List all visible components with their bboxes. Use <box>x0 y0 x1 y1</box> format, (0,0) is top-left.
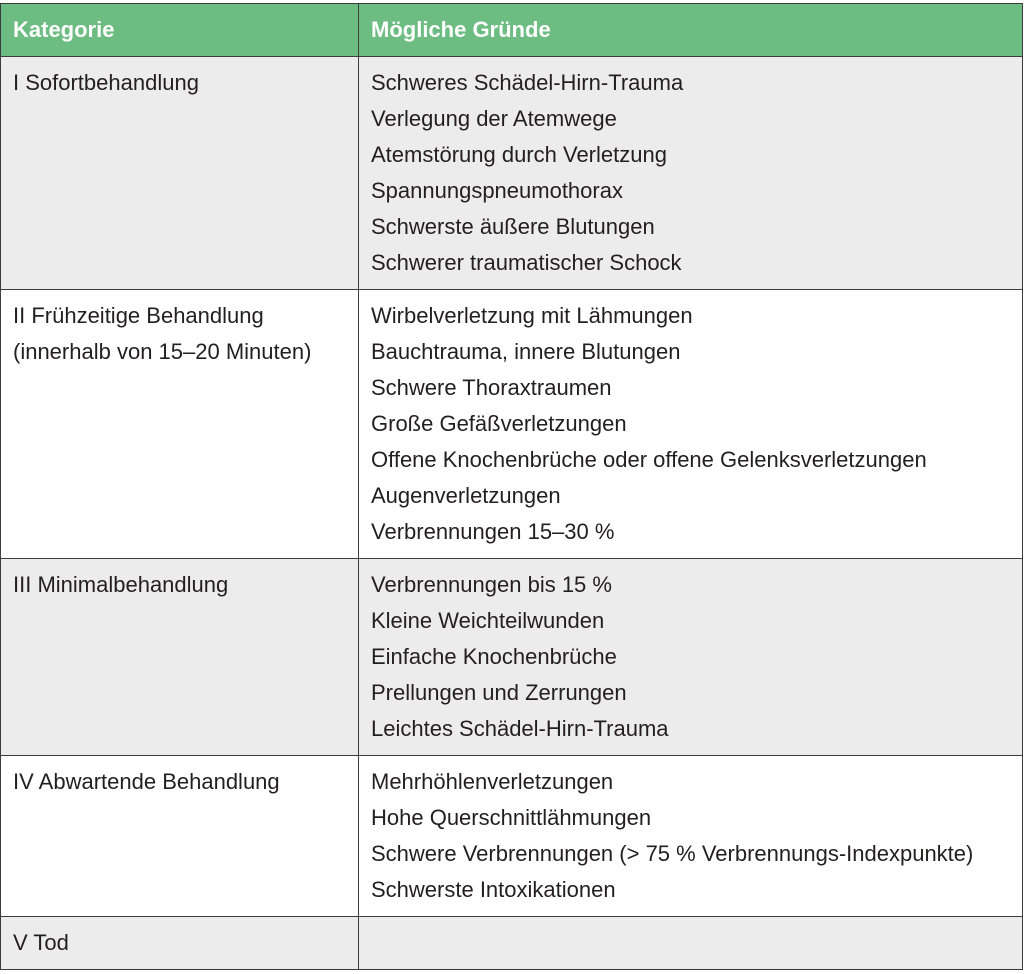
reason-item: Offene Knochenbrüche oder offene Gelenksverletzungen <box>371 447 927 472</box>
table-row <box>1 917 1023 970</box>
category-label: III Minimalbehandlung <box>13 572 229 597</box>
category-label: II Frühzeitige Behandlung <box>13 303 264 328</box>
reason-item: Spannungspneumothorax <box>371 178 623 203</box>
category-label: I Sofortbehandlung <box>13 70 199 95</box>
header-category: Kategorie <box>1 4 359 57</box>
reasons-cell <box>359 559 1023 756</box>
reason-item: Schwerste Intoxikationen <box>371 877 616 902</box>
table-row <box>1 559 1023 756</box>
table-row <box>1 756 1023 917</box>
category-sublabel: (innerhalb von 15–20 Minuten) <box>13 339 312 364</box>
header-reasons: Mögliche Gründe <box>359 4 1023 57</box>
reason-item: Kleine Weichteilwunden <box>371 608 605 633</box>
category-cell <box>1 57 359 290</box>
category-label: IV Abwartende Behandlung <box>13 769 280 794</box>
table-row <box>1 57 1023 290</box>
triage-table-container <box>0 3 1022 970</box>
empty-reason <box>371 925 1010 961</box>
category-cell <box>1 917 359 970</box>
reason-item: Schwerste äußere Blutungen <box>371 214 655 239</box>
category-cell <box>1 559 359 756</box>
reason-item: Verbrennungen 15–30 % <box>371 519 615 544</box>
reason-item: Schwerer traumatischer Schock <box>371 250 682 275</box>
category-cell <box>1 756 359 917</box>
reason-item: Einfache Knochenbrüche <box>371 644 617 669</box>
header-row <box>1 4 1023 57</box>
reasons-cell <box>359 290 1023 559</box>
triage-table <box>0 3 1023 970</box>
reasons-cell <box>359 756 1023 917</box>
reason-item: Schwere Thoraxtraumen <box>371 375 612 400</box>
reason-item: Verlegung der Atemwege <box>371 106 617 131</box>
reason-item: Bauchtrauma, innere Blutungen <box>371 339 681 364</box>
category-label: V Tod <box>13 930 69 955</box>
reason-item: Augenverletzungen <box>371 483 561 508</box>
reasons-cell-empty <box>359 917 1023 970</box>
reason-item: Große Gefäßverletzungen <box>371 411 627 436</box>
table-row <box>1 290 1023 559</box>
reason-item: Mehrhöhlenverletzungen <box>371 769 614 794</box>
reason-item: Wirbelverletzung mit Lähmungen <box>371 303 693 328</box>
reason-item: Hohe Querschnittlähmungen <box>371 805 652 830</box>
reason-item: Leichtes Schädel-Hirn-Trauma <box>371 716 669 741</box>
reason-item: Prellungen und Zerrungen <box>371 680 627 705</box>
reason-item: Atemstörung durch Verletzung <box>371 142 667 167</box>
category-cell <box>1 290 359 559</box>
reasons-cell <box>359 57 1023 290</box>
reason-item: Schwere Verbrennungen (> 75 % Verbrennungs-Indexpunkte) <box>371 841 974 866</box>
reason-item: Verbrennungen bis 15 % <box>371 572 612 597</box>
reason-item: Schweres Schädel-Hirn-Trauma <box>371 70 684 95</box>
